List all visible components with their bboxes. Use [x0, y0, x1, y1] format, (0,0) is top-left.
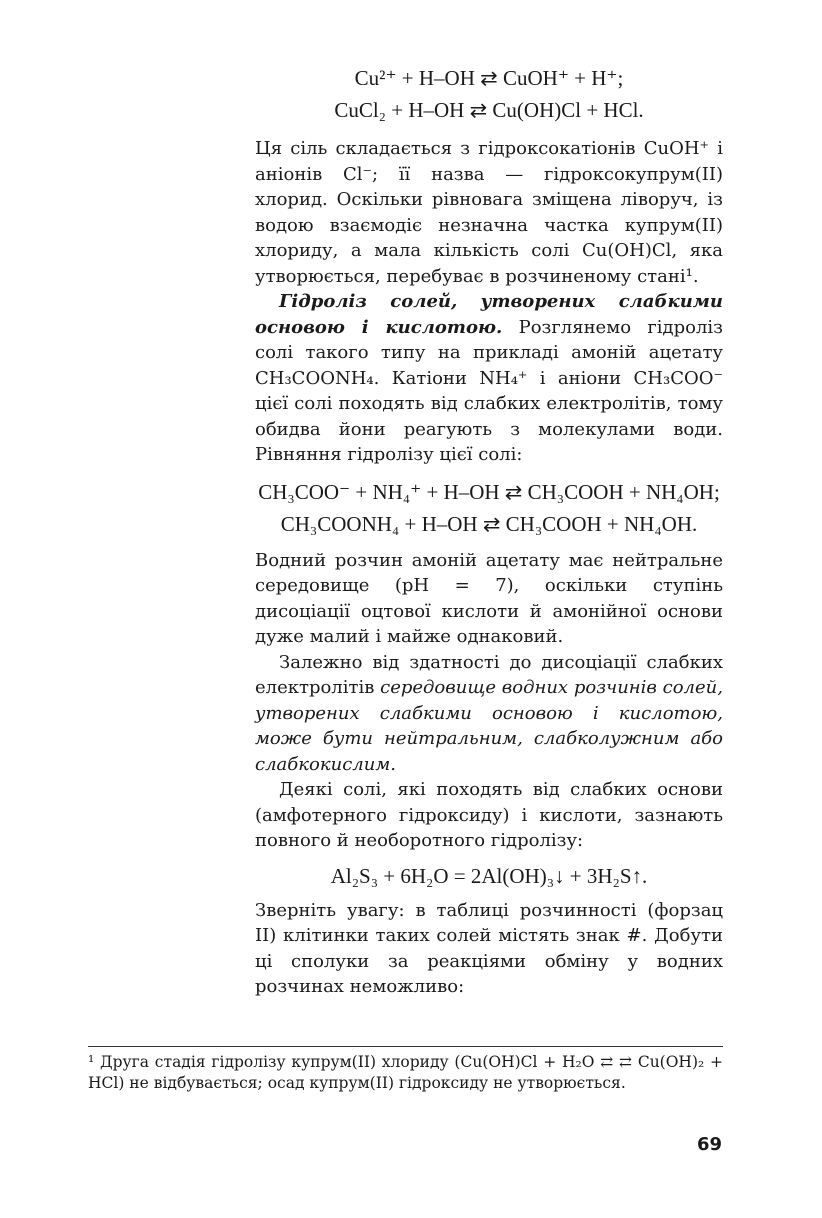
paragraph-dissociation [255, 650, 723, 778]
equation-cu-ion: Cu²⁺ + H–OH ⇄ CuOH⁺ + H⁺; [354, 66, 624, 90]
footnote-divider [88, 1046, 723, 1047]
paragraph-hydroxocuprum: Ця сіль складається з гідроксокатіонів CuOH⁺ і аніонів Cl⁻; її назва — гідроксокупрум(ІІ) хлорид. Оскільки рівновага зміщена ліворуч, із водою взаємодіє незначна частка купрум(ІІ) хлориду, а мала кількість солі Cu(OH)Cl, яка утворюється, перебуває в розчиненому стані¹. [255, 138, 723, 287]
equation-al2s3: Al₂S₃ + 6H₂O = 2Al(OH)₃↓ + 3H₂S↑. [330, 863, 648, 888]
paragraph-weak-base-acid [255, 289, 723, 468]
paragraph-full-hydrolysis: Деякі солі, які походять від слабких основи (амфотерного гідроксиду) і кислоти, зазнають повного й необоротного гідролізу: [255, 779, 723, 851]
footnote: ¹ Друга стадія гідролізу купрум(ІІ) хлориду (Cu(OH)Cl + H₂O ⇄ ⇄ Cu(OH)₂ + HCl) не відбувається; осад купрум(ІІ) гідроксиду не утворюється. [88, 1053, 723, 1092]
page-number: 69 [696, 1134, 722, 1155]
main-column [255, 62, 723, 1000]
section-heading: Гідроліз солей, утворених слабкими основою і кислотою. [255, 291, 723, 338]
paragraph-dissociation-start: Залежно від здатності до дисоціації слабких електролітів [255, 651, 723, 698]
paragraph-solubility-note: Зверніть увагу: в таблиці розчинності (форзац ІІ) клітинки таких солей містять знак #. Добути ці сполуки за реакціями обміну у водних розчинах неможливо: [255, 899, 723, 997]
paragraph-neutral-medium: Водний розчин амоній ацетату має нейтральне середовище (pH = 7), оскільки ступінь дисоціації оцтової кислоти й амонійної основи дуже малий і майже однаковий. [255, 549, 723, 647]
paragraph-dissociation-italic: середовище водних розчинів солей, утворених слабкими основою і кислотою, може бути нейтральним, слабколужним або слабкокислим. [255, 677, 723, 775]
equation-cucl2: CuCl₂ + H–OH ⇄ Cu(OH)Cl + HCl. [334, 98, 644, 122]
equation-ionic-acetate: CH₃COO⁻ + NH₄⁺ + H–OH ⇄ CH₃COOH + NH₄OH; [258, 479, 720, 504]
equation-molecular-acetate: CH₃COONH₄ + H–OH ⇄ CH₃COOH + NH₄OH. [280, 511, 698, 536]
paragraph-weak-base-acid-body: Розглянемо гідроліз солі такого типу на прикладі амоній ацетату CH₃COONH₄. Катіони NH₄⁺ і аніони CH₃COO⁻ цієї солі походять від слабких електролітів, тому обидва йони реагують з молекулами води. Рівняння гідролізу цієї солі: [255, 316, 724, 465]
